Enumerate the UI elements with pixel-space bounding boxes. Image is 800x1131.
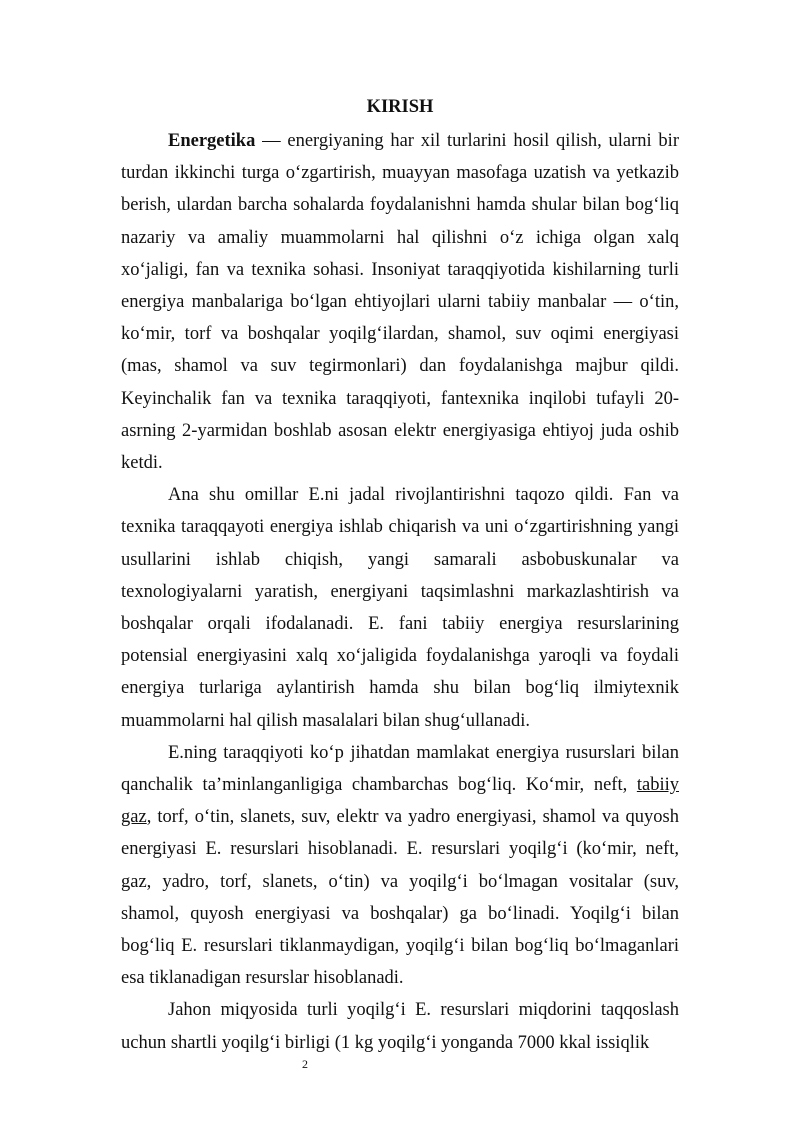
paragraph-development: Ana shu omillar E.ni jadal rivojlantirishni taqozo qildi. Fan va texnika taraqqayoti energiya ishlab chiqarish va uni o‘zgartirishning yangi usullarini ishlab chiqish, yangi samarali asbobuskunalar va texnologiyalarni yaratish, energiyani taqsimlashni markazlashtirish va boshqalar orqali ifodalanadi. E. fani tabiiy energiya resurslarining potensial energiyasini xalq xo‘jaligida foydalanishga yaroqli va foydali energiya turlariga aylantirish hamda shu bilan bog‘liq ilmiytexnik muammolarni hal qilish masalalari bilan shug‘ullanadi. (121, 485, 679, 731)
paragraph-fuel-comparison: Jahon miqyosida turli yoqilg‘i E. resurslari miqdorini taqqoslash uchun shartli yoqilg‘i birligi (1 kg yoqilg‘i yonganda 7000 kkal issiqlik (121, 1000, 679, 1053)
paragraph-resources-text-before: E.ning taraqqiyoti ko‘p jihatdan mamlakat energiya rusurslari bilan qanchalik ta’minlanganligiga chambarchas bog‘liq. Ko‘mir, neft, (121, 742, 679, 796)
paragraph-definition-text: — energiyaning har xil turlarini hosil qilish, ularni bir turdan ikkinchi turga o‘zgartirish, muayyan masofaga uzatish va yetkazib berish, ulardan barcha sohalarda foydalanishni hamda shular bilan bog‘liq nazariy va amaliy muammolarni hal qilishni o‘z ichiga olgan xalq xo‘jaligi, fan va texnika sohasi. Insoniyat taraqqiyotida kishilarning turli energiya manbalariga bo‘lgan ehtiyojlari ularni tabiiy manbalar — o‘tin, ko‘mir, torf va boshqalar yoqilg‘ilardan, shamol, suv oqimi energiyasi (mas, shamol va suv tegirmonlari) dan foydalanishga majbur qildi. Keyinchalik fan va texnika taraqqiyoti, fantexnika inqilobi tufayli 20-asrning 2-yarmidan boshlab asosan elektr energiyasiga ehtiyoj juda oshib ketdi. (121, 131, 679, 474)
natural-gas-link[interactable]: tabiiy gaz (121, 775, 679, 828)
page-title: KIRISH (366, 97, 434, 117)
paragraph-definition (121, 125, 679, 479)
paragraph-resources-text-after: , torf, o‘tin, slanets, suv, elektr va yadro energiyasi, shamol va quyosh energiyasi E. resurslari hisoblanadi. E. resurslari yoqilg‘i (ko‘mir, neft, gaz, yadro, torf, slanets, o‘tin) va yoqilg‘i bo‘lmagan vositalar (suv, shamol, quyosh energiyasi va boshqalar) ga bo‘linadi. Yoqilg‘i bilan bog‘liq E. resurslari tiklanmaydigan, yoqilg‘i bilan bog‘liq bo‘lmaganlari esa tiklanadigan resurslar hisoblanadi. (121, 807, 679, 989)
paragraph-resources (121, 737, 679, 995)
page-number: 2 (302, 1057, 308, 1071)
term-energetika: Energetika (168, 131, 256, 151)
document-page (121, 94, 679, 1059)
